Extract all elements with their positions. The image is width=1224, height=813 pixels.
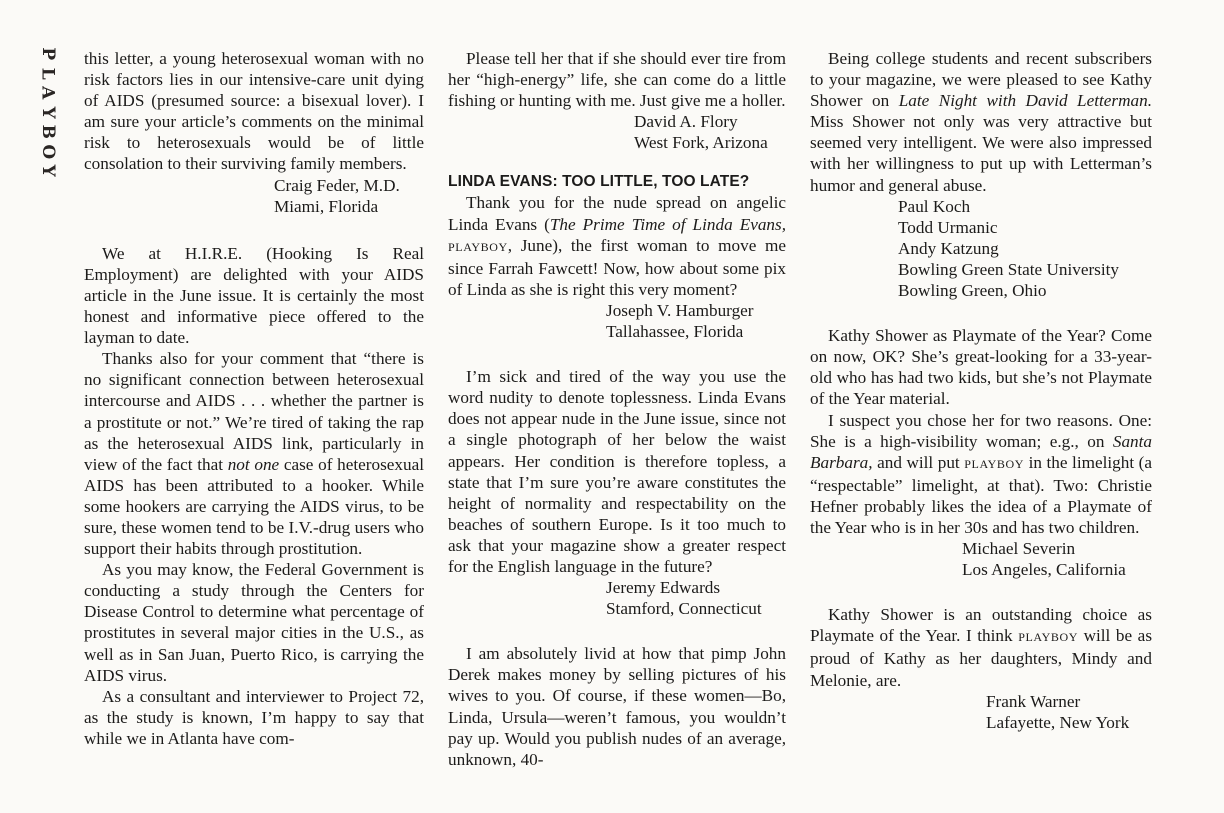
magazine-name: PLAYBOY	[1018, 630, 1078, 645]
spine-letter: B	[37, 124, 58, 139]
signature-place: Tallahassee, Florida	[606, 322, 744, 342]
signature	[84, 175, 424, 217]
signature-name: Craig Feder, M.D.	[274, 175, 400, 195]
signature-place: Bowling Green State University	[898, 259, 1120, 279]
signature	[448, 111, 786, 153]
letter-paragraph: As a consultant and interviewer to Project 72, as the study is known, I’m happy to say that while we in Atlanta have com-	[84, 686, 424, 748]
column-2	[448, 48, 786, 770]
signature-name: David A. Flory	[634, 112, 738, 132]
signature-place: Miami, Florida	[274, 196, 379, 216]
letter-paragraph: Kathy Shower is an outstanding choice as Playmate of the Year. I think PLAYBOY will be as proud of Kathy as her daughters, Mindy and Melonie, are.	[810, 605, 1153, 690]
signature-place: Bowling Green, Ohio	[898, 281, 1047, 301]
section-headline: LINDA EVANS: TOO LITTLE, TOO LATE?	[448, 173, 750, 191]
letter-paragraph: I’m sick and tired of the way you use the word nudity to denote toplessness. Linda Evans does not appear nude in the June issue, since not a single photograph of her below the waist appears. Her condition is therefore topless, a state that I’m sure you’re aware constitutes the height of normality and respectability on the beaches of southern Europe. Is it too much to ask that your magazine show a greater respect for the English language in the future?	[448, 367, 786, 576]
show-title: Santa Barbara,	[810, 431, 1152, 472]
signature	[810, 538, 1152, 580]
signature	[448, 577, 786, 619]
signature-name: Joseph V. Hamburger	[606, 300, 754, 320]
letter-paragraph: As you may know, the Federal Government is conducting a study through the Centers for Disease Control to determine what percentage of prostitutes in several major cities in the U.S., as well as in San Juan, Puerto Rico, is carrying the AIDS virus.	[84, 560, 424, 685]
spine-letter: P	[37, 47, 58, 61]
column-1	[84, 48, 424, 749]
letter-paragraph: I am absolutely livid at how that pimp John Derek makes money by selling pictures of his wives to you. Of course, if these women—Bo, Linda, Ursula—weren’t famous, you wouldn’t pay up. Would you publish nudes of an average, unknown, 40-	[448, 644, 786, 769]
signature-name: Andy Katzung	[898, 238, 999, 258]
signature-name: Jeremy Edwards	[606, 578, 721, 598]
emphasis: not one	[227, 454, 280, 474]
signature-place: Lafayette, New York	[986, 712, 1130, 732]
spine-letter: Y	[37, 106, 58, 119]
letter-paragraph: Being college students and recent subscribers to your magazine, we were pleased to see Kathy Shower on Late Night with David Letterman. Miss Shower not only was very attractive but seemed very intelligent. We were also impressed with her willingness to put up with Letterman’s humor and general abuse.	[810, 49, 1153, 195]
spine-letter: L	[37, 67, 58, 80]
magazine-spine-logo	[36, 44, 58, 181]
spine-letter: A	[37, 86, 58, 100]
signature-place: Stamford, Connecticut	[606, 599, 762, 619]
signature-name: Paul Koch	[898, 196, 971, 216]
article-title: The Prime Time of Linda Evans,	[549, 214, 786, 234]
signature-place: West Fork, Arizona	[634, 133, 768, 153]
letter-paragraph: this letter, a young heterosexual woman with no risk factors lies in our intensive-care unit dying of AIDS (presumed source: a bisexual lover). I am sure your article’s comments on the minimal risk to heterosexuals would be of little consolation to their surviving family members.	[84, 49, 424, 174]
letter-paragraph: Thanks also for your comment that “there is no significant connection between heterosexual intercourse and AIDS . . . whether the partner is a prostitute or not.” We’re tired of taking the rap as the heterosexual AIDS link, particularly in view of the fact that not one case of heterosexual AIDS has been attributed to a hooker. While some hookers are carrying the AIDS virus, to be sure, these women tend to be I.V.-drug users who support their habits through prostitution.	[84, 349, 424, 559]
spine-letter: O	[37, 143, 58, 159]
letter-paragraph: Kathy Shower as Playmate of the Year? Come on now, OK? She’s great-looking for a 33-year-old who has had two kids, but she’s not Playmate of the Year material.	[810, 326, 1152, 409]
letter-paragraph: We at H.I.R.E. (Hooking Is Real Employment) are delighted with your AIDS article in the June issue. It is certainly the most honest and informative piece offered to the layman to date.	[84, 243, 424, 348]
signature	[810, 196, 1152, 301]
letter-paragraph: Thank you for the nude spread on angelic Linda Evans (The Prime Time of Linda Evans, PLAYBOY, June), the first woman to move me since Farrah Fawcett! Now, how about some pix of Linda as she is right this very moment?	[448, 193, 786, 299]
letter-paragraph: Please tell her that if she should ever tire from her “high-energy” life, she can come do a little fishing or hunting with me. Just give me a holler.	[448, 49, 786, 111]
signature-place: Los Angeles, California	[962, 560, 1126, 580]
signature-name: Frank Warner	[986, 691, 1081, 711]
magazine-name: PLAYBOY	[448, 239, 508, 254]
letter-paragraph: I suspect you chose her for two reasons. One: She is a high-visibility woman; e.g., on Santa Barbara, and will put PLAYBOY in the limelight (a “respectable” limelight, at that). Two: Christie Hefner probably likes the idea of a Playmate of the Year who is in her 30s and has two children.	[810, 410, 1152, 537]
signature-name: Michael Severin	[962, 539, 1076, 559]
column-3	[810, 48, 1152, 733]
magazine-name: PLAYBOY	[964, 456, 1025, 471]
spine-letter: Y	[37, 164, 58, 177]
signature-name: Todd Urmanic	[898, 217, 998, 237]
show-title: Late Night with David Letterman.	[898, 91, 1153, 111]
signature	[448, 300, 786, 342]
signature	[810, 691, 1152, 733]
